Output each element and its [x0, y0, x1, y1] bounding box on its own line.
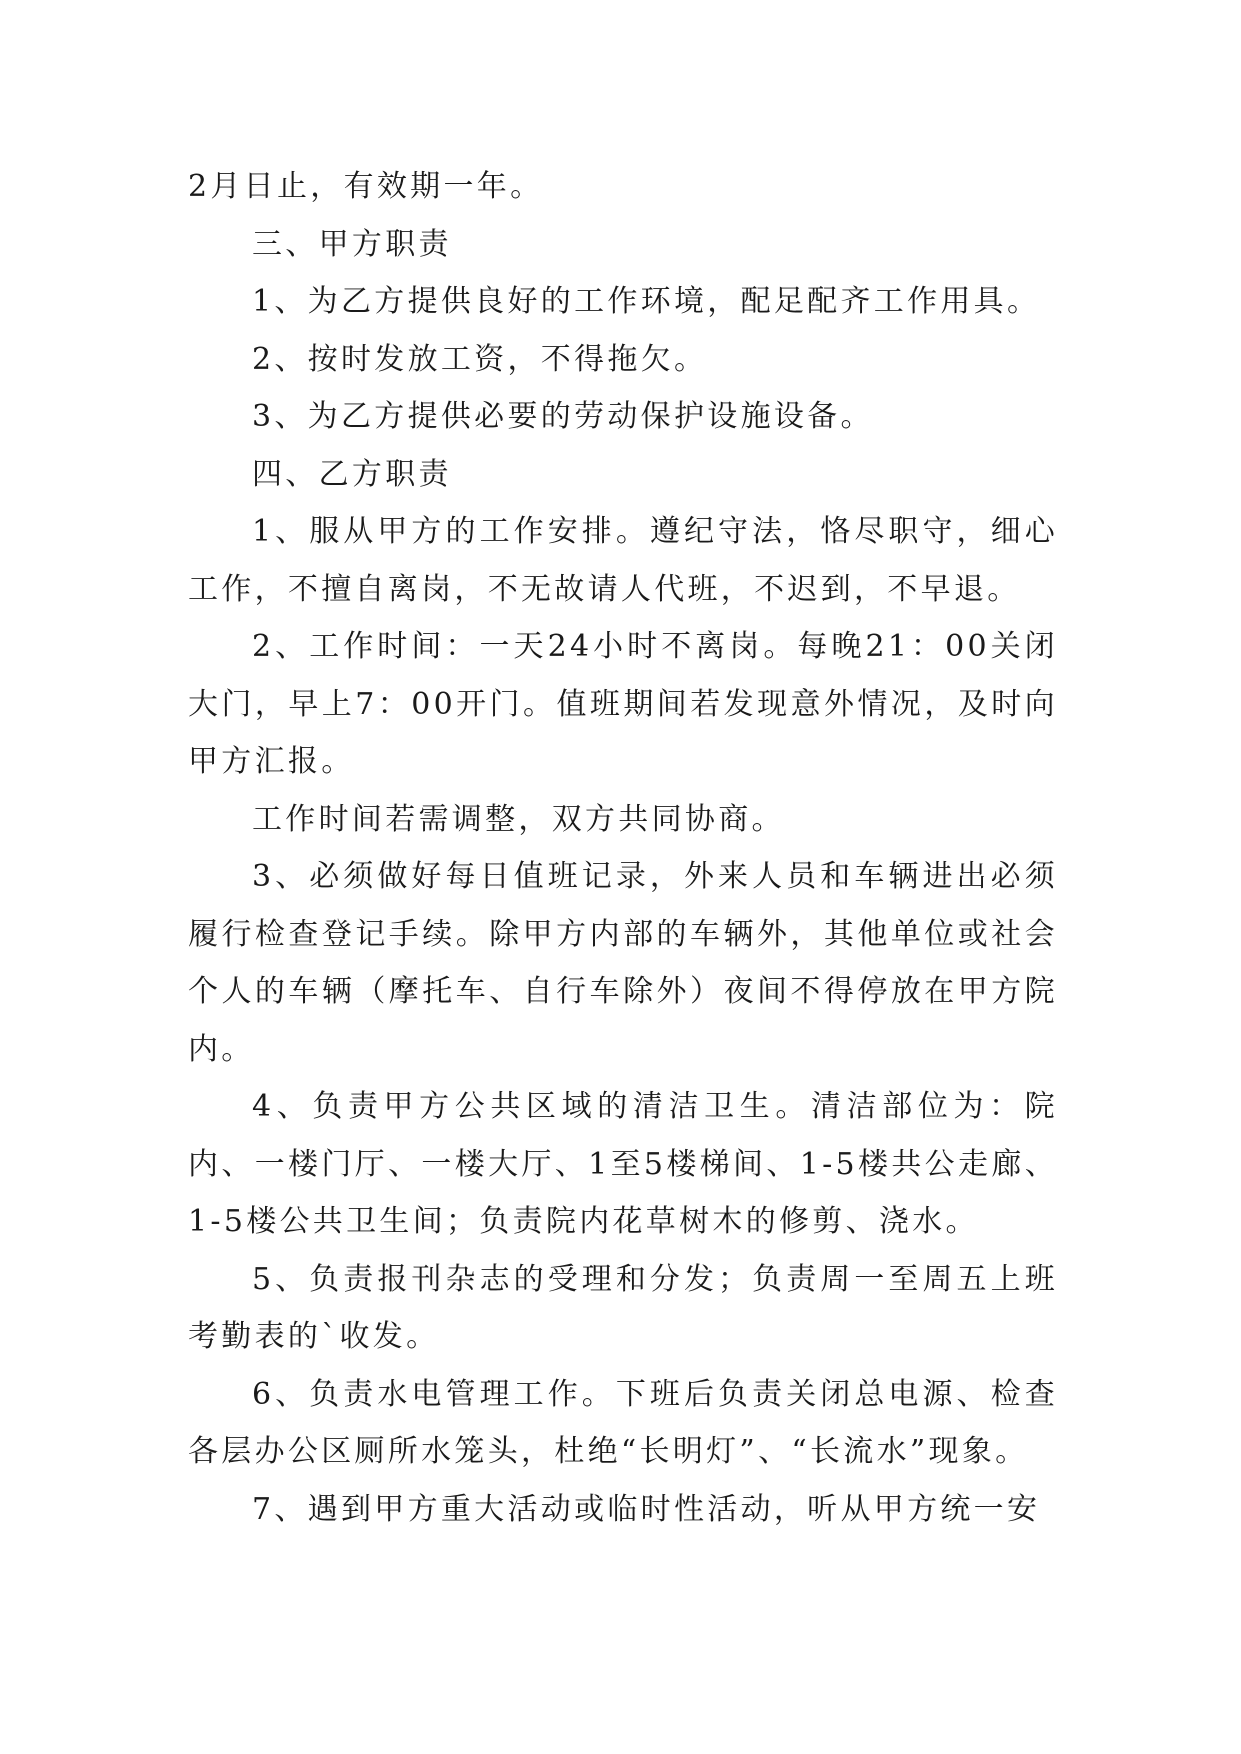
paragraph-b-duty-4: 4、负责甲方公共区域的清洁卫生。清洁部位为：院内、一楼门厅、一楼大厅、1至5楼梯间、1-5楼共公走廊、1-5楼公共卫生间；负责院内花草树木的修剪、浇水。: [188, 1089, 1058, 1239]
paragraph-b-duty-2-note: 工作时间若需调整，双方共同协商。: [252, 801, 785, 837]
paragraph-a-duty-3: 3、为乙方提供必要的劳动保护设施设备。: [252, 399, 874, 434]
heading-party-b-duties: 四、乙方职责: [252, 456, 452, 492]
paragraph-b-duty-2: 2、工作时间：一天24小时不离岗。每晚21：00关闭大门，早上7：00开门。值班期间若发现意外情况，及时向甲方汇报。: [188, 629, 1058, 779]
paragraph-validity: 2月日止，有效期一年。: [188, 169, 544, 204]
paragraph-b-duty-6: 6、负责水电管理工作。下班后负责关闭总电源、检查各层办公区厕所水笼头，杜绝“长明灯”、“长流水”现象。: [188, 1376, 1058, 1469]
paragraph-b-duty-5: 5、负责报刊杂志的受理和分发；负责周一至周五上班考勤表的`收发。: [188, 1261, 1058, 1354]
paragraph-a-duty-2: 2、按时发放工资，不得拖欠。: [252, 341, 708, 377]
heading-party-a-duties: 三、甲方职责: [252, 226, 452, 262]
paragraph-b-duty-7: 7、遇到甲方重大活动或临时性活动，听从甲方统一安: [252, 1491, 1041, 1527]
paragraph-a-duty-1: 1、为乙方提供良好的工作环境，配足配齐工作用具。: [252, 284, 1041, 319]
paragraph-b-duty-3: 3、必须做好每日值班记录，外来人员和车辆进出必须履行检查登记手续。除甲方内部的车辆外，其他单位或社会个人的车辆（摩托车、自行车除外）夜间不得停放在甲方院内。: [188, 859, 1058, 1067]
document-body: [188, 158, 1058, 1538]
paragraph-b-duty-1: 1、服从甲方的工作安排。遵纪守法，恪尽职守，细心工作，不擅自离岗，不无故请人代班，不迟到，不早退。: [188, 514, 1058, 607]
